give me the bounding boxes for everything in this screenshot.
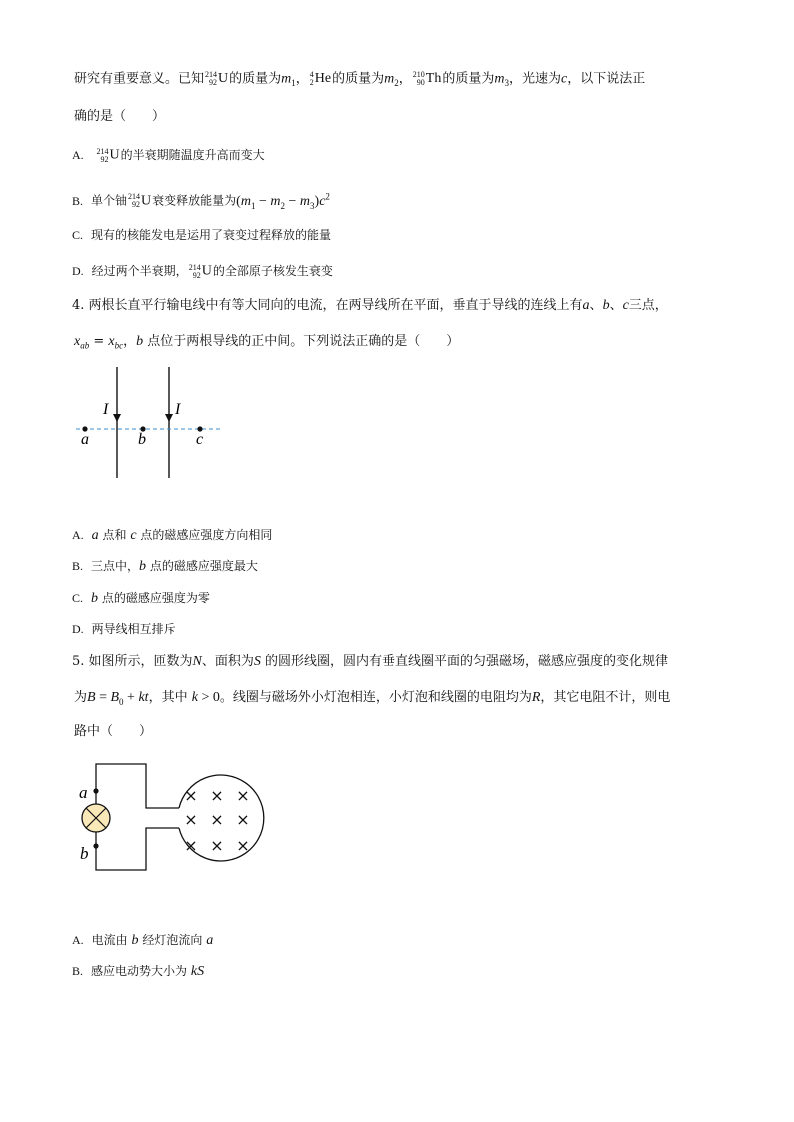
magnetic-field-crosses	[184, 786, 249, 855]
current-arrow-left	[113, 414, 121, 422]
field-cross: ×	[184, 836, 198, 855]
q4-option-a[interactable]: A. a 点和 c 点的磁感应强度方向相同	[72, 528, 273, 543]
q3-stem-line2: 确的是（ ）	[74, 109, 166, 124]
q3-option-c[interactable]: C. 现有的核能发电是运用了衰变过程释放的能量	[72, 228, 332, 242]
current-arrow-right	[165, 414, 173, 422]
point-a-label: a	[81, 431, 89, 448]
q3-stem-line1: 研究有重要意义。已知 214 92 U的质量为$m_1$， 4 2 He的质量为$m_2$， 210 90 Th的质量为$m_3$，光速为c，以下说法正	[74, 70, 646, 89]
he4-nuclide: 4 2 He	[309, 70, 332, 87]
q5-stem-line2: 为$B = B_0$ + kt，其中 k > 0。线圈与磁场外小灯泡相连，小灯泡和线圈的电阻均为R，其它电阻不计，则电	[74, 690, 671, 707]
field-cross: ×	[184, 786, 198, 805]
circuit-wire	[96, 764, 179, 808]
q4-wires-figure	[70, 362, 230, 482]
q5-stem-line1: 5. 如图所示，匝数为N、面积为S 的圆形线圈，圆内有垂直线圈平面的匀强磁场，磁感应强度的变化规律	[72, 654, 669, 669]
field-formula: $B = B_0$ + kt	[87, 690, 149, 707]
field-cross: ×	[236, 810, 250, 829]
current-label-right: I	[175, 401, 181, 418]
q5-option-b[interactable]: B. 感应电动势大小为 kS	[72, 964, 205, 979]
point-b-dot	[93, 843, 98, 848]
point-b-label: b	[138, 431, 146, 448]
point-c-label: c	[196, 431, 204, 448]
circuit-wire-lower	[96, 828, 179, 870]
q3-option-d[interactable]: D. 经过两个半衰期， 214 92 U的全部原子核发生衰变	[72, 262, 333, 280]
energy-expression: $(m_1 - m_2 - m_3)c^2$	[236, 191, 330, 211]
q4-stem-line1: 4. 两根长直平行输电线中有等大同向的电流，在两导线所在平面，垂直于导线的连线上有a、b、c三点，	[72, 298, 668, 313]
field-cross: ×	[184, 810, 198, 829]
point-b-label: b	[80, 844, 89, 863]
th210-nuclide: 210 90 Th	[412, 70, 442, 87]
q3-option-b[interactable]: B. 单个铀 214 92 U衰变释放能量为$(m_1 - m_2 - m_3)c^2$	[72, 191, 330, 211]
q5-option-a[interactable]: A. 电流由 b 经灯泡流向 a	[72, 933, 214, 948]
point-a-dot	[93, 788, 98, 793]
field-cross: ×	[210, 810, 224, 829]
q4-option-b[interactable]: B. 三点中，b 点的磁感应强度最大	[72, 559, 258, 574]
q4-option-c[interactable]: C. b 点的磁感应强度为零	[72, 591, 210, 606]
q5-circuit-figure	[76, 760, 276, 880]
field-cross: ×	[210, 786, 224, 805]
point-a-label: a	[79, 783, 88, 802]
field-cross: ×	[236, 836, 250, 855]
field-cross: ×	[236, 786, 250, 805]
q5-stem-line3: 路中（ ）	[74, 724, 153, 739]
q4-option-d[interactable]: D. 两导线相互排斥	[72, 622, 176, 636]
q4-stem-line2: $x_{ab} = x_{bc}$，b 点位于两根导线的正中间。下列说法正确的是（ ）	[74, 334, 460, 351]
u214-nuclide: 214 92 U	[205, 70, 229, 87]
field-cross: ×	[210, 836, 224, 855]
q3-option-a[interactable]: A. 214 92 U的半衰期随温度升高而变大	[72, 146, 265, 164]
current-label-left: I	[103, 401, 109, 418]
